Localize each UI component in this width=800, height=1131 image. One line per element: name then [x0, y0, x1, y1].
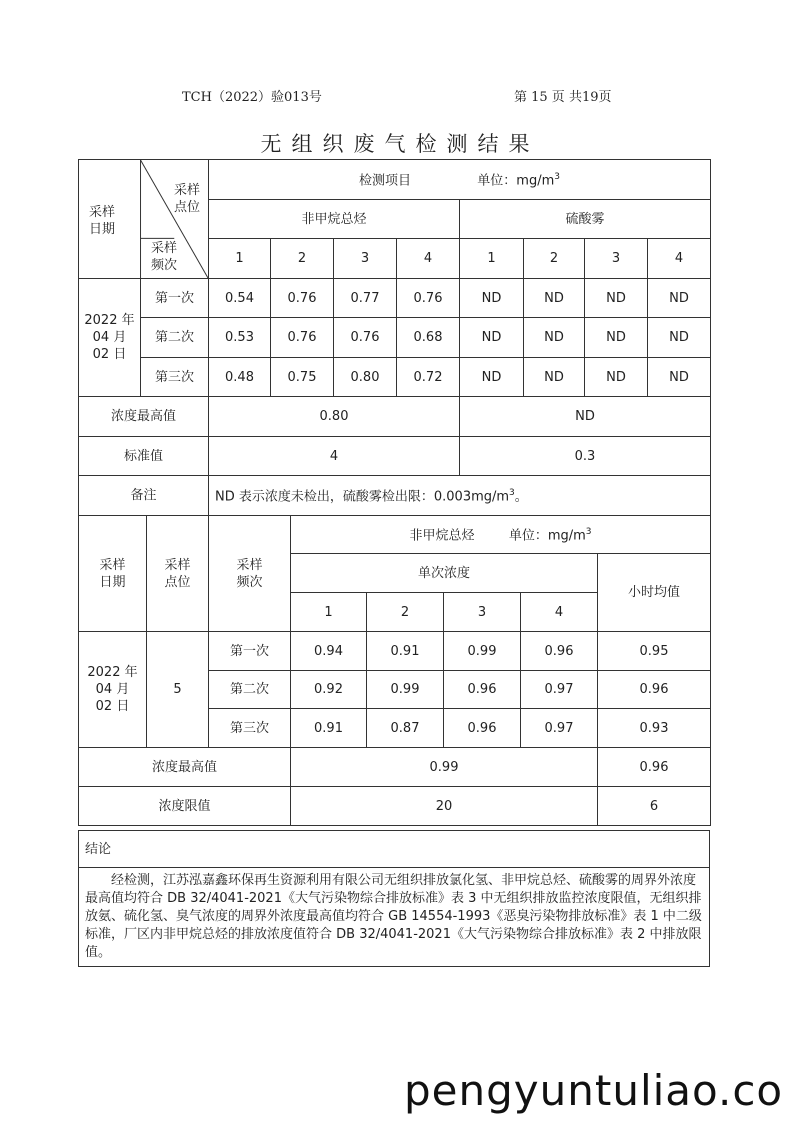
max-sulfuric-cell: ND	[460, 397, 711, 437]
value-cell: ND	[648, 358, 711, 397]
remark-label-cell: 备注	[79, 476, 209, 516]
col-header: 1	[460, 239, 524, 279]
limit-avg-cell: 6	[598, 787, 711, 826]
col-header: 2	[367, 593, 444, 632]
value-cell: 0.76	[271, 318, 334, 358]
value-cell: 0.72	[397, 358, 460, 397]
freq-cell: 第二次	[209, 671, 291, 709]
value-cell: 0.80	[334, 358, 397, 397]
unit-sup: 3	[585, 527, 592, 538]
col-header: 4	[397, 239, 460, 279]
remark-sup: 3	[509, 488, 515, 499]
col-header: 2	[524, 239, 585, 279]
date-header: 采样 日期	[79, 516, 147, 632]
freq-cell: 第二次	[141, 318, 209, 358]
value-cell: 0.96	[444, 709, 521, 748]
max-avg-cell: 0.96	[598, 748, 711, 787]
freq-cell: 第一次	[141, 279, 209, 318]
value-cell: 0.91	[291, 709, 367, 748]
items-label: 检测项目	[359, 173, 412, 189]
value-cell: 0.91	[367, 632, 444, 671]
freq-header: 采样 频次	[209, 516, 291, 632]
value-cell: ND	[460, 318, 524, 358]
max-label-cell: 浓度最高值	[79, 748, 291, 787]
unit-label: 单位：mg/m	[508, 528, 586, 544]
value-cell: 0.99	[367, 671, 444, 709]
col-header: 3	[585, 239, 648, 279]
remark-end: 。	[514, 489, 528, 505]
corner-point-label: 采样 点位	[173, 183, 200, 215]
value-cell: 0.97	[521, 709, 598, 748]
avg-cell: 0.96	[598, 671, 711, 709]
value-cell: ND	[585, 279, 648, 318]
value-cell: ND	[524, 358, 585, 397]
value-cell: 0.77	[334, 279, 397, 318]
limit-single-cell: 20	[291, 787, 598, 826]
watermark-text: pengyuntuliao.co	[404, 1066, 784, 1115]
standard-sulfuric-cell: 0.3	[460, 437, 711, 476]
freq-cell: 第三次	[141, 358, 209, 397]
value-cell: ND	[585, 318, 648, 358]
value-cell: ND	[524, 318, 585, 358]
max-single-cell: 0.99	[291, 748, 598, 787]
item-label: 非甲烷总烃	[409, 528, 475, 544]
unit-sup: 3	[554, 172, 560, 183]
value-cell: 0.76	[397, 279, 460, 318]
nmhc-sulfuric-table	[78, 159, 711, 516]
col-header: 1	[291, 593, 367, 632]
document-title: 无组织废气检测结果	[260, 132, 540, 156]
value-cell: 0.75	[271, 358, 334, 397]
report-number: TCH（2022）验013号	[182, 90, 322, 105]
items-unit-header	[209, 160, 711, 200]
avg-cell: 0.95	[598, 632, 711, 671]
value-cell: 0.97	[521, 671, 598, 709]
limit-label-cell: 浓度限值	[79, 787, 291, 826]
col-header: 3	[444, 593, 521, 632]
standard-label-cell: 标准值	[79, 437, 209, 476]
item-unit-header	[291, 516, 711, 554]
value-cell: 0.48	[209, 358, 271, 397]
value-cell: ND	[460, 358, 524, 397]
value-cell: ND	[524, 279, 585, 318]
nmhc-hourly-table	[78, 515, 711, 826]
group-sulfuric-header: 硫酸雾	[460, 200, 711, 239]
point-header: 采样 点位	[147, 516, 209, 632]
freq-cell: 第三次	[209, 709, 291, 748]
avg-cell: 0.93	[598, 709, 711, 748]
col-header: 4	[648, 239, 711, 279]
value-cell: 0.87	[367, 709, 444, 748]
sampling-date-cell: 2022 年 04 月 02 日	[79, 279, 141, 397]
value-cell: 0.99	[444, 632, 521, 671]
value-cell: 0.76	[334, 318, 397, 358]
value-cell: ND	[648, 279, 711, 318]
sampling-point-cell: 5	[147, 632, 209, 748]
value-cell: ND	[585, 358, 648, 397]
remark-text-cell	[209, 476, 711, 516]
unit-label: 单位：mg/m	[477, 173, 555, 189]
hour-avg-header: 小时均值	[598, 554, 711, 632]
col-header: 3	[334, 239, 397, 279]
value-cell: ND	[460, 279, 524, 318]
single-conc-header: 单次浓度	[291, 554, 598, 593]
conclusion-table	[78, 830, 710, 967]
value-cell: 0.92	[291, 671, 367, 709]
value-cell: 0.76	[271, 279, 334, 318]
group-nmhc-header: 非甲烷总烃	[209, 200, 460, 239]
max-label-cell: 浓度最高值	[79, 397, 209, 437]
conclusion-label-cell: 结论	[79, 831, 710, 868]
col-header: 4	[521, 593, 598, 632]
remark-text: ND 表示浓度未检出，硫酸雾检出限：0.003mg/m	[215, 489, 510, 505]
value-cell: 0.54	[209, 279, 271, 318]
value-cell: 0.94	[291, 632, 367, 671]
value-cell: ND	[648, 318, 711, 358]
max-nmhc-cell: 0.80	[209, 397, 460, 437]
value-cell: 0.96	[521, 632, 598, 671]
sampling-date-cell: 2022 年 04 月 02 日	[79, 632, 147, 748]
conclusion-text-cell: 经检测，江苏泓嘉鑫环保再生资源利用有限公司无组织排放氯化氢、非甲烷总烃、硫酸雾的周界外浓度最高值均符合 DB 32/4041-2021《大气污染物综合排放标准》表 3 中无组织排放监控浓度限值，无组织排放氨、硫化氢、臭气浓度的周界外浓度最高值均符合 GB 14554-1993《恶臭污染物排放标准》表 1 中二级标准，厂区内非甲烷总烃的排放浓度值符合 DB 32/4041-2021《大气污染物综合排放标准》表 2 中排放限值。	[79, 868, 710, 967]
value-cell: 0.68	[397, 318, 460, 358]
value-cell: 0.96	[444, 671, 521, 709]
corner-header-cell	[79, 160, 209, 279]
col-header: 2	[271, 239, 334, 279]
freq-cell: 第一次	[209, 632, 291, 671]
corner-date-label: 采样 日期	[89, 205, 116, 237]
page-info: 第 15 页 共19页	[514, 90, 612, 105]
value-cell: 0.53	[209, 318, 271, 358]
corner-freq-label: 采样 频次	[151, 241, 178, 273]
standard-nmhc-cell: 4	[209, 437, 460, 476]
col-header: 1	[209, 239, 271, 279]
